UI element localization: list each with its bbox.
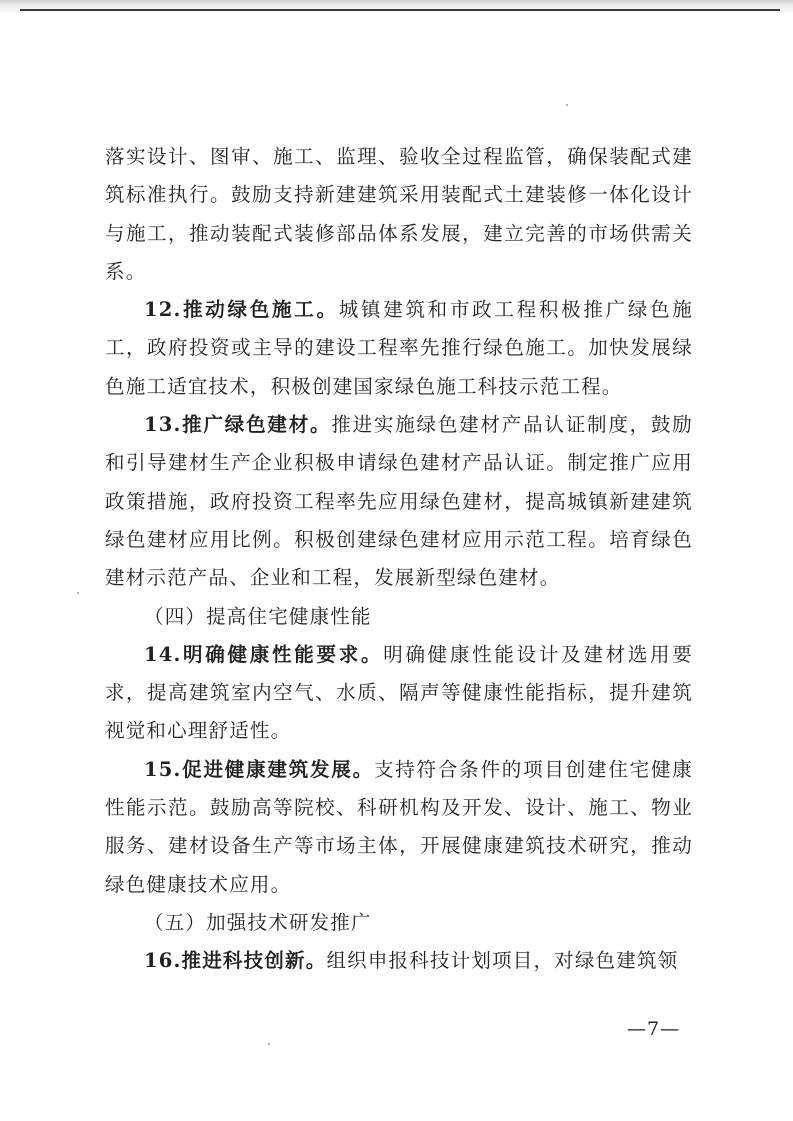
top-rule <box>20 9 780 11</box>
item-heading: 14.明确健康性能要求。 <box>144 642 384 666</box>
paragraph-continuation <box>105 138 693 291</box>
paragraph-item-16 <box>105 942 693 980</box>
item-text: 明确健康性能设计及建材选用要求，提高建筑室内空气、水质、隔声等健康性能指标，提升建筑视觉和心理舒适性。 <box>105 642 693 743</box>
item-heading: 12.推动绿色施工。 <box>144 298 339 322</box>
paragraph-text: 落实设计、图审、施工、监理、验收全过程监管，确保装配式建筑标准执行。鼓励支持新建建筑采用装配式土建装修一体化设计与施工，推动装配式装修部品体系发展，建立完善的市场供需关系。 <box>105 145 693 283</box>
paragraph-item-13 <box>105 406 693 597</box>
section-heading-5 <box>105 904 693 942</box>
section-heading-4 <box>105 598 693 636</box>
item-text: 组织申报科技计划项目，对绿色建筑领 <box>326 949 679 973</box>
item-heading: 13.推广绿色建材。 <box>144 413 332 437</box>
paragraph-item-12 <box>105 291 693 406</box>
section-title: （四）提高住宅健康性能 <box>144 604 372 628</box>
item-text: 支持符合条件的项目创建住宅健康性能示范。鼓励高等院校、科研机构及开发、设计、施工、物业服务、建材设备生产等市场主体，开展健康建筑技术研究，推动绿色健康技术应用。 <box>105 757 693 896</box>
document-body <box>105 138 693 981</box>
item-heading: 15.促进健康建筑发展。 <box>144 757 374 781</box>
scan-speck <box>77 592 79 594</box>
section-title: （五）加强技术研发推广 <box>144 910 372 934</box>
item-text: 推进实施绿色建材产品认证制度，鼓励和引导建材生产企业积极申请绿色建材产品认证。制定推广应用政策措施，政府投资工程率先应用绿色建材，提高城镇新建建筑绿色建材应用比例。积极创建绿色建材应用示范工程。培育绿色建材示范产品、企业和工程，发展新型绿色建材。 <box>105 413 693 590</box>
scan-speck <box>566 104 568 106</box>
item-heading: 16.推进科技创新。 <box>144 949 327 973</box>
paragraph-item-14 <box>105 636 693 751</box>
page-number: —7— <box>627 1018 681 1040</box>
scan-speck <box>268 1043 270 1045</box>
item-text: 城镇建筑和市政工程积极推广绿色施工，政府投资或主导的建设工程率先推行绿色施工。加快发展绿色施工适宜技术，积极创建国家绿色施工科技示范工程。 <box>105 298 693 398</box>
paragraph-item-15 <box>105 751 693 904</box>
scan-edge-shadow <box>0 0 793 14</box>
